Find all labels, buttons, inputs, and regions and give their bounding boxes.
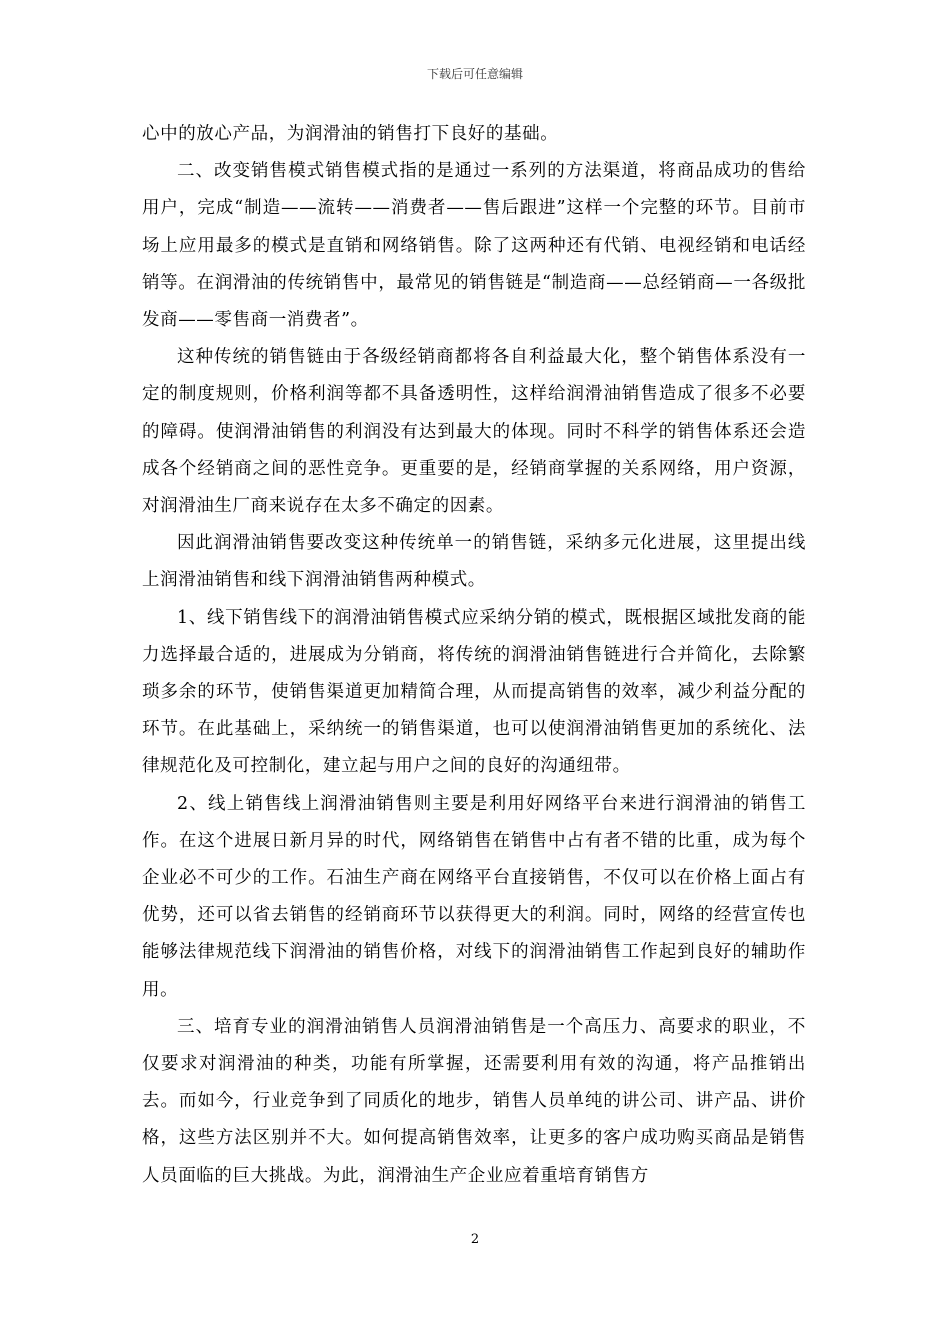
document-body <box>142 116 806 1195</box>
page-header: 下载后可任意编辑 <box>426 67 523 81</box>
paragraph-online-sales: 2、线上销售线上润滑油销售则主要是利用好网络平台来进行润滑油的销售工作。在这个进展日新月异的时代，网络销售在销售中占有者不错的比重，成为每个企业必不可少的工作。石油生产商在网络平台直接销售，不仅可以在价格上面占有优势，还可以省去销售的经销商环节以获得更大的利润。同时，网络的经营宣传也能够法律规范线下润滑油的销售价格，对线下的润滑油销售工作起到良好的辅助作用。 <box>142 793 806 1000</box>
paragraph-continuation: 心中的放心产品，为润滑油的销售打下良好的基础。 <box>142 124 559 144</box>
paragraph-sales-staff: 三、培育专业的润滑油销售人员润滑油销售是一个高压力、高要求的职业，不仅要求对润滑油的种类，功能有所掌握，还需要利用有效的沟通，将产品推销出去。而如今，行业竞争到了同质化的地步，销售人员单纯的讲公司、讲产品、讲价格，这些方法区别并不大。如何提高销售效率，让更多的客户成功购买商品是销售人员面临的巨大挑战。为此，润滑油生产企业应着重培育销售方 <box>142 1016 806 1186</box>
paragraph-offline-sales: 1、线下销售线下的润滑油销售模式应采纳分销的模式，既根据区域批发商的能力选择最合适的，进展成为分销商，将传统的润滑油销售链进行合并简化，去除繁琐多余的环节，使销售渠道更加精简合理，从而提高销售的效率，减少利益分配的环节。在此基础上，采纳统一的销售渠道，也可以使润滑油销售更加的系统化、法律规范化及可控制化，建立起与用户之间的良好的沟通纽带。 <box>142 607 806 777</box>
paragraph-diversification: 因此润滑油销售要改变这种传统单一的销售链，采纳多元化进展，这里提出线上润滑油销售和线下润滑油销售两种模式。 <box>142 533 806 591</box>
paragraph-traditional-chain: 这种传统的销售链由于各级经销商都将各自利益最大化，整个销售体系没有一定的制度规则，价格利润等都不具备透明性，这样给润滑油销售造成了很多不必要的障碍。使润滑油销售的利润没有达到最大的体现。同时不科学的销售体系还会造成各个经销商之间的恶性竞争。更重要的是，经销商掌握的关系网络，用户资源，对润滑油生厂商来说存在太多不确定的因素。 <box>142 347 806 517</box>
page-number: 2 <box>470 1232 480 1247</box>
paragraph-sales-model: 二、改变销售模式销售模式指的是通过一系列的方法渠道，将商品成功的售给用户，完成“制造——流转——消费者——售后跟进”这样一个完整的环节。目前市场上应用最多的模式是直销和网络销售。除了这两种还有代销、电视经销和电话经销等。在润滑油的传统销售中，最常见的销售链是“制造商——总经销商—一各级批发商——零售商一消费者”。 <box>142 161 806 331</box>
